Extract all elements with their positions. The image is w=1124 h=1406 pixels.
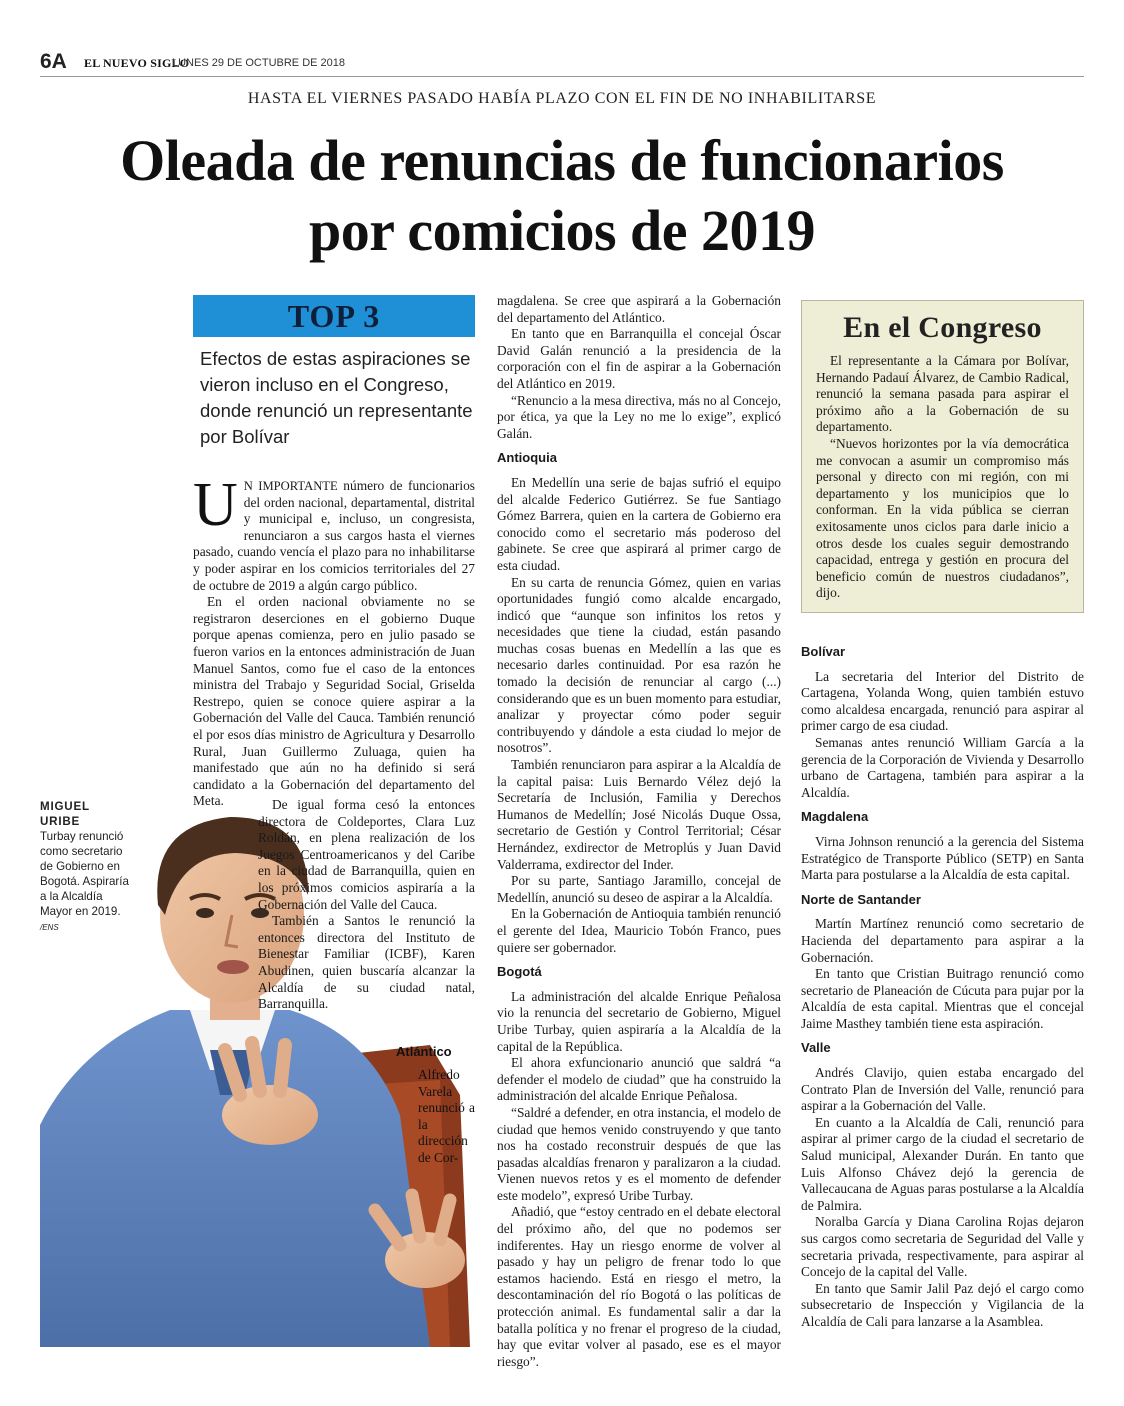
paragraph-atlantico: Alfredo Varela renunció a la dirección de Cor- bbox=[418, 1067, 475, 1165]
paragraph: “Renuncio a la mesa directiva, más no al Concejo, por ética, ya que la Ley no me lo exige”, explicó Galán. bbox=[497, 392, 781, 441]
paragraph: Semanas antes renunció William García a la gerencia de la Corporación de Vivienda y Desarrollo urbano de Cartagena, también para aspirar a la Alcaldía. bbox=[801, 734, 1084, 800]
section-head-norte-de-santander: Norte de Santander bbox=[801, 891, 921, 907]
paragraph: En Medellín una serie de bajas sufrió el equipo del alcalde Federico Gutiérrez. Se fue Santiago Gómez Barrera, quien en la cartera de Gobierno era conocido como el secretario más poderoso del gabinete. Se cree que aspirará al primer cargo de esta ciudad. bbox=[497, 474, 781, 573]
paragraph: En su carta de renuncia Gómez, quien en varias oportunidades fungió como alcalde encargado, indicó que “aunque son infinitos los retos y necesidades que tiene la ciudad, están pasando muchas cosas buenas en Medellín a las que es necesario darles continuidad. Por esa razón he tomado la decisión de renunciar al cargo (...) considerando que es un buen momento para estudiar, analizar y proyectar cómo poder seguir contribuyendo y dándole a esta ciudad lo mejor de nosotros”. bbox=[497, 574, 781, 756]
paragraph: El representante a la Cámara por Bolívar, Hernando Padauí Álvarez, de Cambio Radical, renunció la semana pasada para aspirar el próximo año a la Gobernación de su departamento. bbox=[816, 353, 1069, 435]
page-number: 6A bbox=[40, 50, 67, 73]
section-head-atlantico: Atlántico bbox=[396, 1044, 452, 1059]
header-rule bbox=[40, 76, 1084, 77]
caption-text: Turbay renunció como secretario de Gobierno en Bogotá. Aspiraría a la Alcaldía Mayor en 2019. bbox=[40, 830, 129, 918]
paragraph: Martín Martínez renunció como secretario de Hacienda del departamento para aspirar a la Gobernación. bbox=[801, 916, 1084, 965]
sidebar-title: En el Congreso bbox=[843, 311, 1042, 344]
section-head-bolivar: Bolívar bbox=[801, 644, 846, 659]
lead-caps: N IMPORTANTE bbox=[243, 479, 338, 493]
article-headline bbox=[0, 126, 1124, 266]
sidebar-box-congreso bbox=[801, 300, 1084, 613]
paragraph: En cuanto a la Alcaldía de Cali, renunció para aspirar al primer cargo de la ciudad el secretario de Salud municipal, Alexander Durán. En tanto que Luis Alfonso Chávez dejó la gerencia de Vallecaucana de Aguas paras postularse a la Alcaldía de Palmira. bbox=[801, 1114, 1084, 1213]
paragraph: Virna Johnson renunció a la gerencia del Sistema Estratégico de Transporte Público (SETP) en Santa Marta para postularse a la Alcaldía de esta capital. bbox=[801, 833, 1084, 883]
section-head-valle: Valle bbox=[801, 1040, 831, 1056]
paragraph: Noralba García y Diana Carolina Rojas dejaron sus cargos como secretaria de Seguridad del Valle y secretaria privada, respectivamente, para aspirar al Concejo de la capital del Valle. bbox=[801, 1214, 1084, 1280]
dropcap: U bbox=[193, 471, 238, 539]
column-3 bbox=[801, 636, 1084, 1331]
headline-line-1: Oleada de renuncias de funcionarios bbox=[120, 128, 1004, 193]
column-1-lower bbox=[258, 797, 475, 1013]
section-head-antioquia: Antioquia bbox=[497, 450, 557, 466]
paragraph: “Saldré a defender, en otra instancia, el modelo de ciudad que hemos venido construyendo y que tanto nos ha costado reconstruir después de que las pasadas alcaldías frenaron y paralizaron a la ciudad. Vienen nuevos retos y es el momento de defender este modelo”, expresó Uribe Turbay. bbox=[497, 1104, 781, 1203]
paragraph: En la Gobernación de Antioquia también renunció el gerente del Idea, Mauricio Tobón Franco, pues quiere ser gobernador. bbox=[497, 906, 781, 955]
top3-summary: Efectos de estas aspiraciones se vieron incluso en el Congreso, donde renunció un representante por Bolívar bbox=[200, 348, 473, 447]
paragraph: La administración del alcalde Enrique Peñalosa vio la renuncia del secretario de Gobierno, Miguel Uribe Turbay, quien aspiraría a la Alcaldía de la capital de la República. bbox=[497, 988, 781, 1054]
article-kicker: HASTA EL VIERNES PASADO HABÍA PLAZO CON EL FIN DE NO INHABILITARSE bbox=[247, 90, 877, 107]
lead-paragraph bbox=[193, 471, 475, 594]
issue-date: LUNES 29 DE OCTUBRE DE 2018 bbox=[172, 57, 346, 69]
lead-rest: número de funcionarios del orden nacional, departamental, distrital y municipal e, incluso, un congresista, renunciaron a sus cargos hasta el viernes pasado, cuando vencía el plazo para no inhabilitarse y poder aspirar en los comicios territoriales del 27 de octubre de 2019 a algún cargo público. bbox=[193, 478, 475, 593]
paragraph: El ahora exfuncionario anunció que saldrá “a defender el modelo de ciudad” que ha construido la administración del alcalde Enrique Peñalosa. bbox=[497, 1055, 781, 1104]
section-head-magdalena: Magdalena bbox=[801, 809, 869, 825]
caption-name: MIGUEL URIBE bbox=[40, 800, 90, 828]
paragraph: En tanto que Samir Jalil Paz dejó el cargo como subsecretario de Inspección y Vigilancia de la Alcaldía de Cali para lanzarse a la Asamblea. bbox=[801, 1280, 1084, 1329]
paragraph: La secretaria del Interior del Distrito de Cartagena, Yolanda Wong, quien también estuvo como alcaldesa encargada, renunció para aspirar al primer cargo de esa ciudad. bbox=[801, 668, 1084, 734]
paragraph: Por su parte, Santiago Jaramillo, concejal de Medellín, anunció su deseo de aspirar a la Alcaldía. bbox=[497, 873, 781, 905]
paragraph: También a Santos le renunció la entonces directora del Instituto de Bienestar Familiar (ICBF), Karen Abudinen, quien buscaría alcanzar la Alcaldía de su ciudad natal, Barranquilla. bbox=[258, 913, 475, 1012]
paragraph: Añadió, que “estoy centrado en el debate electoral del próximo año, del que no podemos ser indiferentes. Hay un riesgo enorme de volver al pasado y hay un peligro de frenar todo lo que estamos haciendo. Está en riesgo el metro, la descontaminación del río Bogotá o las políticas de protección animal. Es fundamental salir a dar la batalla política y no frenar el progreso de la ciudad, hay que evitar volver al pasado, ese es el mayor riesgo”. bbox=[497, 1204, 781, 1369]
section-head-bogota: Bogotá bbox=[497, 964, 542, 980]
paragraph: “Nuevos horizontes por la vía democrática me convocan a asumir un compromiso más personal y directo con mi región, con mi departamento y los municipios que lo conforman. En la vida pública se cierran exitosamente unos ciclos para darle inicio a otros desde los cuales seguir demostrando capacidad, entrega y gestión en procura del beneficio común de nuestros ciudadanos”, dijo. bbox=[816, 435, 1069, 601]
column-1 bbox=[193, 471, 475, 810]
paragraph: Andrés Clavijo, quien estaba encargado del Contrato Plan de Inversión del Valle, renunció para aspirar a la Gobernación del Valle. bbox=[801, 1065, 1084, 1114]
paragraph: En tanto que Cristian Buitrago renunció como secretario de Planeación de Cúcuta para pujar por la Alcaldía de esta capital. Mientras que el concejal Jaime Masthey también tiene esta aspiración. bbox=[801, 966, 1084, 1031]
caption-credit: /ENS bbox=[40, 923, 59, 932]
paragraph: También renunciaron para aspirar a la Alcaldía de la capital paisa: Luis Bernardo Vélez dejó la Secretaría de Inclusión, Familia y Derechos Humanos de Medellín; José Nicolás Duque Ossa, secretario de Gestión y Control Territorial; César Hernández, exdirector de Metroplús y Juan David Valderrama, exdirector del Inder. bbox=[497, 757, 781, 872]
top3-label: TOP 3 bbox=[193, 295, 475, 337]
paragraph: magdalena. Se cree que aspirará a la Gobernación del departamento del Atlántico. bbox=[497, 293, 781, 325]
paper-name: EL NUEVO SIGLO bbox=[84, 56, 190, 70]
photo-caption bbox=[40, 799, 132, 935]
paragraph: En el orden nacional obviamente no se registraron deserciones en el gobierno Duque porque apenas comienza, pero en julio pasado se fueron varios en la entonces administración de Juan Manuel Santos, como fue el caso de la entonces ministra del Trabajo y Seguridad Social, Griselda Restrepo, quien se conoce quiere aspirar a la Gobernación del Valle del Cauca. También renunció el por esos días ministro de Agricultura y Desarrollo Rural, Juan Guillermo Zuluaga, quien ha manifestado que aún no ha definido si será candidato a la Gobernación del departamento del Meta. bbox=[193, 594, 475, 809]
headline-line-2: por comicios de 2019 bbox=[308, 198, 816, 263]
column-2 bbox=[497, 293, 781, 1370]
paragraph: En tanto que en Barranquilla el concejal Óscar David Galán renunció a la presidencia de la corporación con el fin de aspirar a la Gobernación del Atlántico en 2019. bbox=[497, 326, 781, 391]
paragraph: De igual forma cesó la entonces directora de Coldeportes, Clara Luz Roldán, en plena realización de los Juegos Centroamericanos y del Caribe en la ciudad de Barranquilla, quien en los próximos comicios aspiraría a la Gobernación del Valle del Cauca. bbox=[258, 797, 475, 912]
